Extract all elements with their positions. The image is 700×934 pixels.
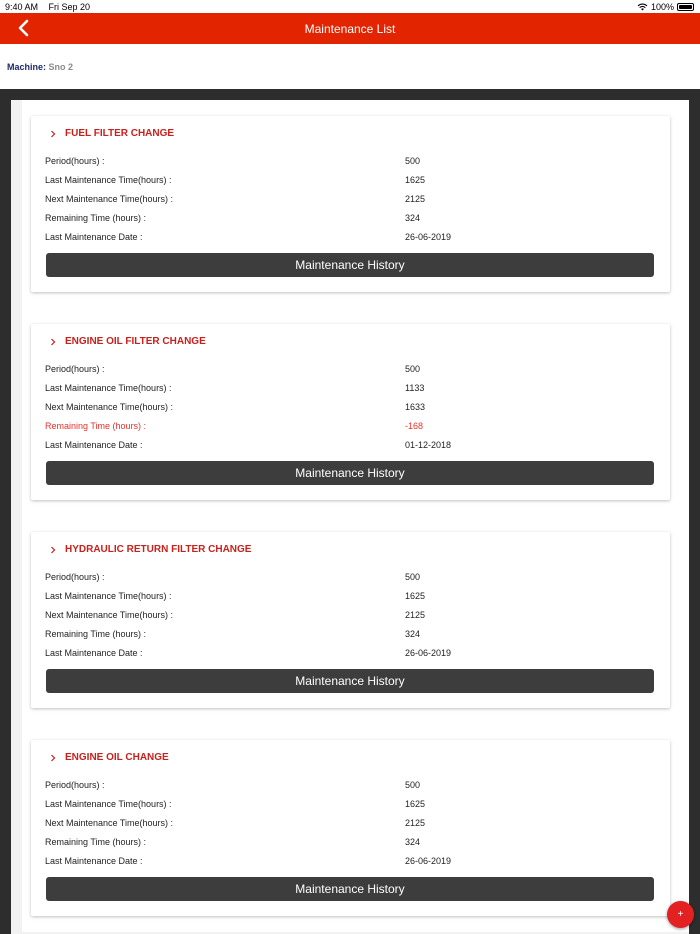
remaining-row <box>45 629 645 643</box>
period-label: Period(hours) : <box>45 156 105 166</box>
last-date-value: 26-06-2019 <box>405 648 452 658</box>
list-item <box>22 724 689 932</box>
status-time: 9:40 AM <box>5 2 39 12</box>
list-item <box>22 100 689 308</box>
last-date-row <box>45 232 645 246</box>
period-row <box>45 364 645 378</box>
maintenance-card <box>31 740 670 916</box>
last-date-row <box>45 648 645 662</box>
remaining-value: -168 <box>405 421 424 431</box>
next-time-value: 2125 <box>405 194 426 204</box>
next-time-label: Next Maintenance Time(hours) : <box>45 194 174 204</box>
period-row <box>45 156 645 170</box>
list-item <box>22 308 689 516</box>
chevron-right-icon <box>49 338 57 346</box>
period-row <box>45 780 645 794</box>
machine-info <box>7 62 73 72</box>
machine-label: Machine: <box>7 62 47 72</box>
last-time-row <box>45 799 645 813</box>
remaining-row <box>45 213 645 227</box>
last-time-row <box>45 383 645 397</box>
period-value: 500 <box>405 156 421 166</box>
maintenance-history-button[interactable]: Maintenance History <box>46 253 654 277</box>
next-time-row <box>45 194 645 208</box>
remaining-label: Remaining Time (hours) : <box>45 213 147 223</box>
status-bar <box>0 0 700 13</box>
remaining-row <box>45 837 645 851</box>
nav-bar <box>0 13 700 44</box>
card-title: ENGINE OIL CHANGE <box>65 752 169 763</box>
last-date-value: 01-12-2018 <box>405 440 452 450</box>
card-title: FUEL FILTER CHANGE <box>65 128 175 139</box>
page-title: Maintenance List <box>304 22 396 36</box>
last-time-label: Last Maintenance Time(hours) : <box>45 591 172 601</box>
period-row <box>45 572 645 586</box>
maintenance-history-button[interactable]: Maintenance History <box>46 669 654 693</box>
maintenance-card <box>31 116 670 292</box>
last-time-label: Last Maintenance Time(hours) : <box>45 383 172 393</box>
last-time-value: 1625 <box>405 175 426 185</box>
last-date-value: 26-06-2019 <box>405 232 452 242</box>
period-label: Period(hours) : <box>45 572 105 582</box>
last-time-row <box>45 591 645 605</box>
next-time-row <box>45 818 645 832</box>
remaining-value: 324 <box>405 213 421 223</box>
wifi-icon <box>637 3 648 11</box>
add-button[interactable]: + <box>667 901 694 928</box>
chevron-right-icon <box>49 546 57 554</box>
next-time-value: 2125 <box>405 610 426 620</box>
last-date-row <box>45 440 645 454</box>
period-label: Period(hours) : <box>45 780 105 790</box>
maintenance-card <box>31 532 670 708</box>
period-value: 500 <box>405 572 421 582</box>
chevron-right-icon <box>49 130 57 138</box>
next-time-row <box>45 610 645 624</box>
last-time-label: Last Maintenance Time(hours) : <box>45 799 172 809</box>
next-time-value: 2125 <box>405 818 426 828</box>
last-date-label: Last Maintenance Date : <box>45 856 143 866</box>
card-header[interactable] <box>49 752 169 763</box>
period-value: 500 <box>405 364 421 374</box>
card-header[interactable] <box>49 544 251 555</box>
period-label: Period(hours) : <box>45 364 105 374</box>
list-item <box>22 516 689 724</box>
battery-icon <box>677 3 694 11</box>
maintenance-history-button[interactable]: Maintenance History <box>46 461 654 485</box>
last-time-value: 1625 <box>405 591 426 601</box>
remaining-label: Remaining Time (hours) : <box>45 629 147 639</box>
next-time-label: Next Maintenance Time(hours) : <box>45 402 174 412</box>
next-time-row <box>45 402 645 416</box>
next-time-label: Next Maintenance Time(hours) : <box>45 818 174 828</box>
maintenance-card <box>31 324 670 500</box>
last-date-value: 26-06-2019 <box>405 856 452 866</box>
last-date-label: Last Maintenance Date : <box>45 440 143 450</box>
last-date-row <box>45 856 645 870</box>
remaining-label: Remaining Time (hours) : <box>45 837 147 847</box>
machine-value: Sno 2 <box>48 62 74 72</box>
remaining-label: Remaining Time (hours) : <box>45 421 147 431</box>
next-time-value: 1633 <box>405 402 426 412</box>
battery-percent: 100% <box>650 2 674 12</box>
chevron-right-icon <box>49 754 57 762</box>
remaining-value: 324 <box>405 629 421 639</box>
last-time-label: Last Maintenance Time(hours) : <box>45 175 172 185</box>
card-header[interactable] <box>49 336 206 347</box>
card-title: HYDRAULIC RETURN FILTER CHANGE <box>65 544 252 555</box>
last-time-value: 1133 <box>405 383 425 393</box>
card-header[interactable] <box>49 128 174 139</box>
last-date-label: Last Maintenance Date : <box>45 232 143 242</box>
remaining-row-overdue <box>45 421 645 435</box>
maintenance-list[interactable] <box>11 100 689 934</box>
last-time-row <box>45 175 645 189</box>
status-date: Fri Sep 20 <box>48 2 91 12</box>
last-date-label: Last Maintenance Date : <box>45 648 143 658</box>
next-time-label: Next Maintenance Time(hours) : <box>45 610 174 620</box>
period-value: 500 <box>405 780 421 790</box>
remaining-value: 324 <box>405 837 421 847</box>
maintenance-history-button[interactable]: Maintenance History <box>46 877 654 901</box>
last-time-value: 1625 <box>405 799 426 809</box>
card-title: ENGINE OIL FILTER CHANGE <box>65 336 206 347</box>
